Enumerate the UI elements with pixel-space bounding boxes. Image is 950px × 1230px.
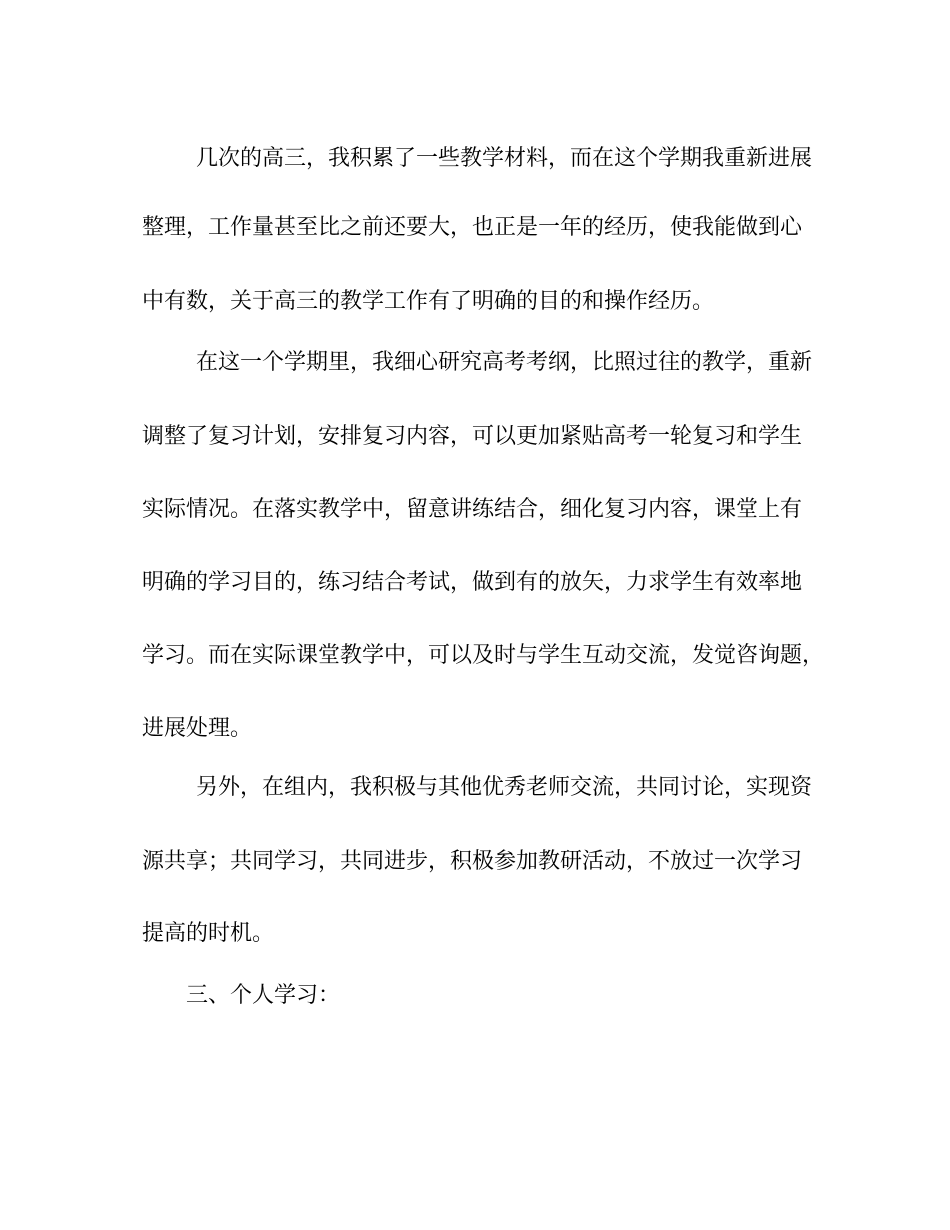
text-line-3: 中有数，关于高三的教学工作有了明确的目的和操作经历。 (142, 289, 715, 314)
text-line-12: 提高的时机。 (142, 921, 275, 946)
text-line-7: 明确的学习目的，练习结合考试，做到有的放矢，力求学生有效率地 (142, 570, 803, 595)
text-line-6: 实际情况。在落实教学中，留意讲练结合，细化复习内容，课堂上有 (142, 497, 803, 522)
text-line-2: 整理，工作量甚至比之前还要大，也正是一年的经历，使我能做到心 (142, 215, 803, 240)
text-line-4: 在这一个学期里，我细心研究高考考纲，比照过往的教学，重新 (196, 350, 813, 375)
text-line-10: 另外，在组内，我积极与其他优秀老师交流，共同讨论，实现资 (196, 775, 813, 800)
text-line-1: 几次的高三，我积累了一些教学材料，而在这个学期我重新进展 (196, 146, 813, 171)
text-line-5: 调整了复习计划，安排复习内容，可以更加紧贴高考一轮复习和学生 (142, 424, 803, 449)
section-heading: 三、个人学习： (186, 983, 341, 1008)
text-line-11: 源共享；共同学习，共同进步，积极参加教研活动，不放过一次学习 (142, 849, 803, 874)
text-line-8: 学习。而在实际课堂教学中，可以及时与学生互动交流，发觉咨询题， (142, 643, 825, 668)
text-line-9: 进展处理。 (142, 716, 253, 741)
